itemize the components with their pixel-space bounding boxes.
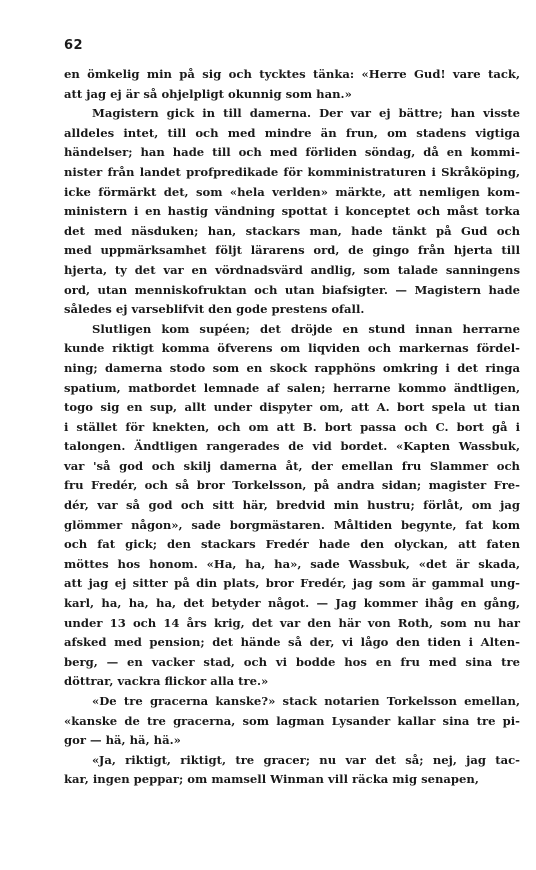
text-line: spatium, matbordet lemnade af salen; herrarne kommo ändtligen, (64, 380, 520, 395)
text-line: Magistern gick in till damerna. Der var ej bättre; han visste (92, 106, 520, 121)
text-line: hjerta, ty det var en vördnadsvärd andlig, som talade sanningens (64, 262, 520, 277)
body-text (64, 65, 520, 790)
text-line: talongen. Ändtligen rangerades de vid bordet. «Kapten Wassbuk, (64, 439, 520, 454)
text-line: togo sig en sup, allt under dispyter om, att A. bort spela ut tian (64, 400, 520, 415)
text-line: alldeles intet, till och med mindre än frun, om stadens vigtiga (64, 125, 520, 140)
paragraph (64, 65, 520, 104)
paragraph (64, 104, 520, 320)
text-line: en ömkelig min på sig och tycktes tänka: «Herre Gud! vare tack, (64, 67, 520, 81)
text-line: under 13 och 14 års krig, det var den här von Roth, som nu har (64, 615, 520, 630)
paragraph (64, 692, 520, 751)
text-line: det med näsduken; han, stackars man, hade tänkt på Gud och (64, 223, 520, 238)
text-line: i stället för knekten, och om att B. bort passa och C. bort gå i (64, 419, 520, 434)
text-line: dér, var så god och sitt här, bredvid min hustru; förlåt, om jag (64, 498, 520, 513)
text-line: «De tre gracerna kanske?» stack notarien Torkelsson emellan, (92, 694, 520, 708)
text-line: icke förmärkt det, som «hela verlden» märkte, att nemligen kom- (64, 184, 520, 199)
text-line: ning; damerna stodo som en skock rapphöns omkring i det ringa (64, 360, 520, 375)
text-line: döttrar, vackra flickor alla tre.» (64, 674, 269, 689)
text-line: med uppmärksamhet följt lärarens ord, de gingo från hjerta till (64, 243, 520, 258)
text-line: karl, ha, ha, ha, det betyder något. — Jag kommer ihåg en gång, (64, 596, 520, 611)
text-line: gor — hä, hä, hä.» (64, 733, 181, 748)
text-line: «Ja, riktigt, riktigt, tre gracer; nu var det så; nej, jag tac- (92, 752, 520, 767)
paragraph (64, 751, 520, 790)
text-line: glömmer någon», sade borgmästaren. Måltiden begynte, fat kom (64, 517, 520, 532)
text-line: afsked med pension; det hände så der, vi lågo den tiden i Alten- (64, 635, 520, 650)
text-line: fru Fredér, och så bror Torkelsson, på andra sidan; magister Fre- (64, 478, 520, 493)
text-line: händelser; han hade till och med förliden söndag, då en kommi- (64, 145, 520, 160)
text-line: att jag ej sitter på din plats, bror Fredér, jag som är gammal ung- (64, 576, 520, 591)
text-line: berg, — en vacker stad, och vi bodde hos en fru med sina tre (64, 654, 520, 669)
book-page (64, 38, 520, 790)
text-line: möttes hos honom. «Ha, ha, ha», sade Wassbuk, «det är skada, (64, 556, 520, 571)
page-number: 62 (64, 38, 84, 53)
text-line: nister från landet profpredikade för komministraturen i Skråköping, (64, 164, 520, 179)
text-line: «kanske de tre gracerna, som lagman Lysander kallar sina tre pi- (64, 713, 520, 728)
text-line: ord, utan menniskofruktan och utan biafsigter. — Magistern hade (64, 282, 520, 297)
text-line: och fat gick; den stackars Fredér hade den olyckan, att faten (64, 537, 520, 552)
text-line: att jag ej är så ohjelpligt okunnig som han.» (64, 86, 352, 101)
text-line: således ej varseblifvit den gode prestens ofall. (64, 302, 365, 317)
paragraph (64, 320, 520, 692)
text-line: ministern i en hastig vändning spottat i konceptet och måst torka (64, 204, 520, 219)
text-line: Slutligen kom supéen; det dröjde en stund innan herrarne (92, 321, 520, 336)
text-line: kunde riktigt komma öfverens om liqviden och markernas fördel- (64, 341, 520, 356)
text-line: var 'så god och skilj damerna åt, der emellan fru Slammer och (64, 458, 520, 473)
text-line: kar, ingen peppar; om mamsell Winman vill räcka mig senapen, (64, 772, 479, 787)
